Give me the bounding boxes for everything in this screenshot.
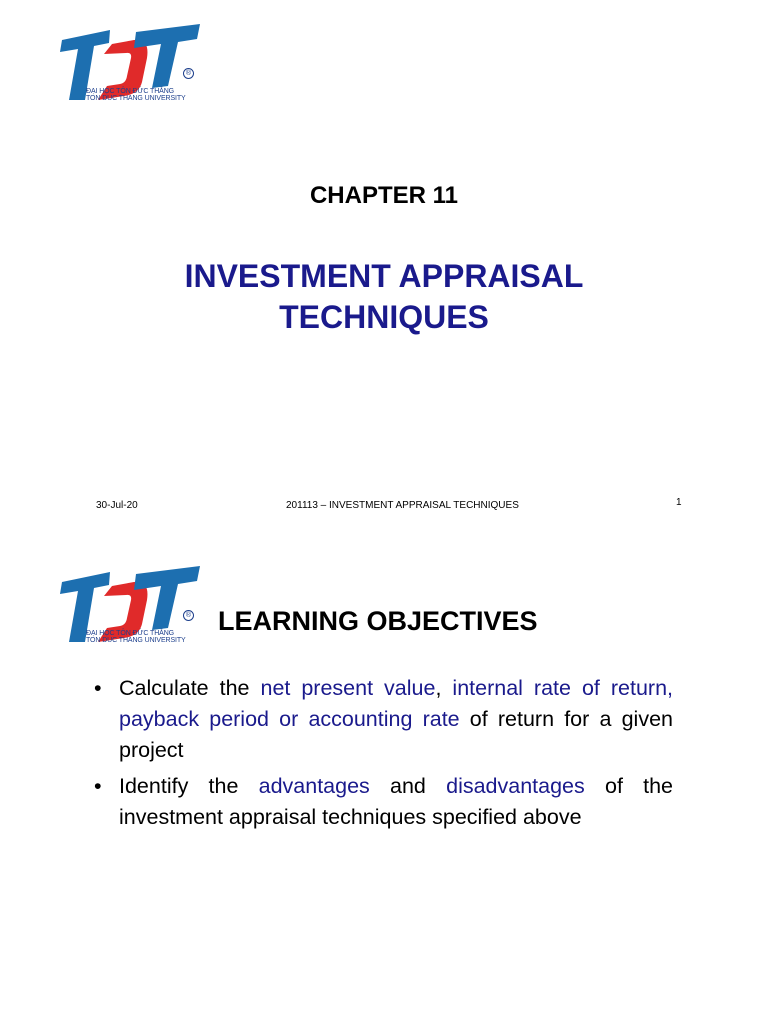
- university-logo: [54, 24, 202, 106]
- slide-2: [0, 512, 768, 1024]
- chapter-heading: CHAPTER 11: [309, 182, 459, 209]
- footer-date: 30-Jul-20: [96, 500, 138, 511]
- highlight-term: advantages: [258, 774, 370, 798]
- footer-page-number: 1: [676, 497, 682, 508]
- footer-course: 201113 – INVESTMENT APPRAISAL TECHNIQUES: [286, 500, 519, 511]
- bullet-icon: •: [94, 774, 102, 798]
- list-item: [94, 771, 673, 833]
- registered-mark: ®: [183, 610, 194, 621]
- highlight-term: net present value: [260, 676, 436, 700]
- bullet-icon: •: [94, 676, 102, 700]
- university-logo: [54, 566, 202, 648]
- bullet-text: and: [369, 774, 447, 798]
- highlight-term: internal rate of return, payback period or accounting rate: [119, 676, 673, 731]
- bullet-text: Identify the: [119, 774, 259, 798]
- logo-text-english: TON DUC THANG UNIVERSITY: [86, 637, 186, 644]
- slide-title: [0, 256, 768, 338]
- slide-title-line-2: TECHNIQUES: [279, 299, 489, 335]
- objectives-list: [94, 673, 673, 838]
- slide-title-line-1: INVESTMENT APPRAISAL: [184, 258, 584, 294]
- bullet-text: Calculate the: [119, 676, 261, 700]
- objectives-title: LEARNING OBJECTIVES: [218, 606, 538, 636]
- bullet-text: of return for a given project: [119, 707, 673, 762]
- logo-text-english: TON DUC THANG UNIVERSITY: [86, 95, 186, 102]
- list-item: [94, 673, 673, 766]
- bullet-text: of the investment appraisal techniques specified above: [119, 774, 674, 829]
- logo-text-vietnamese: ĐẠI HỌC TÔN ĐỨC THẮNG: [86, 630, 175, 637]
- highlight-term: disadvantages: [446, 774, 585, 798]
- bullet-text: ,: [435, 676, 453, 700]
- logo-text-vietnamese: ĐẠI HỌC TÔN ĐỨC THẮNG: [86, 88, 175, 95]
- registered-mark: ®: [183, 68, 194, 79]
